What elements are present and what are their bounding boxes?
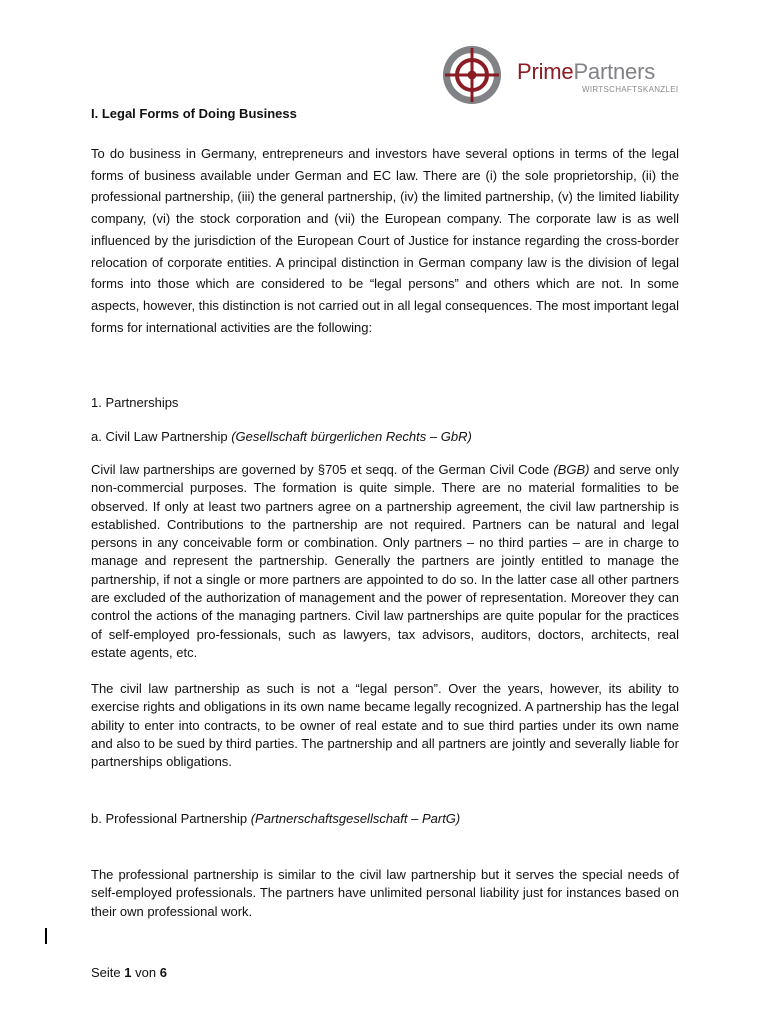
compass-logo-icon — [441, 44, 503, 106]
intro-paragraph: To do business in Germany, entrepreneurs and investors have several options in terms of the legal forms of business available under German and EC law. There are (i) the sole proprietorship, (ii) the professional partnership, (iii) the general partnership, (iv) the limited partnership, (v) the limited liability company, (vi) the stock corporation and (vii) the European company. The corporate law is as well influenced by the jurisdiction of the European Court of Justice for instance regarding the cross-border relocation of corporate entities. A principal distinction in German company law is the division of legal forms into those which are considered to be “legal persons” and others which are not. In some aspects, however, this distinction is not carried out in all legal consequences. The most important legal forms for international activities are the following: — [91, 146, 679, 335]
subsection-title-civil-law-partnership: a. Civil Law Partnership (Gesellschaft bürgerlichen Rechts – GbR) — [91, 429, 472, 444]
page-footer: Seite 1 von 6 — [91, 965, 167, 980]
section-title-partnerships: 1. Partnerships — [91, 395, 179, 410]
company-logo — [441, 44, 681, 106]
professional-partnership-paragraph: The professional partnership is similar to the civil law partnership but it serves the special needs of self-employed professionals. The partners have unlimited personal liability just for instances based on their own professional work. — [91, 867, 679, 919]
subsection-title-professional-partnership: b. Professional Partnership (Partnerschaftsgesellschaft – PartG) — [91, 811, 461, 826]
page-heading: I. Legal Forms of Doing Business — [91, 106, 297, 121]
civil-law-partnership-paragraph-1: Civil law partnerships are governed by §705 et seqq. of the German Civil Code (BGB) and serve only non-commercial purposes. The formation is quite simple. There are no material formalities to be observed. If only at least two partners agree on a partnership agreement, the civil law partnership is established. Contributions to the partnership are not required. Partners can be natural and legal persons in any conceivable form or combination. Only partners – no third parties – are in charge to manage and represent the partnership. Generally the partners are jointly entitled to manage the partnership, if not a single or more partners are appointed to do so. In the latter case all other partners are excluded of the authorization of management and the power of representation. Moreover they can control the actions of the managing partners. Civil law partnerships are quite popular for the practices of self-employed pro-fessionals, such as lawyers, tax advisors, auditors, doctors, architects, real estate agents, etc. — [91, 462, 679, 660]
civil-law-partnership-paragraph-2: The civil law partnership as such is not a “legal person”. Over the years, however, its ability to exercise rights and obligations in its own name became legally recognized. A partnership has the legal ability to enter into contracts, to be owner of real estate and to sue third parties under its own name and also to be sued by third parties. The partnership and all partners are jointly and severally liable for partnerships obligations. — [91, 681, 679, 770]
logo-tagline: WIRTSCHAFTSKANZLEI — [582, 85, 679, 94]
text-cursor — [45, 928, 47, 944]
logo-wordmark: PrimePartners — [517, 59, 655, 84]
